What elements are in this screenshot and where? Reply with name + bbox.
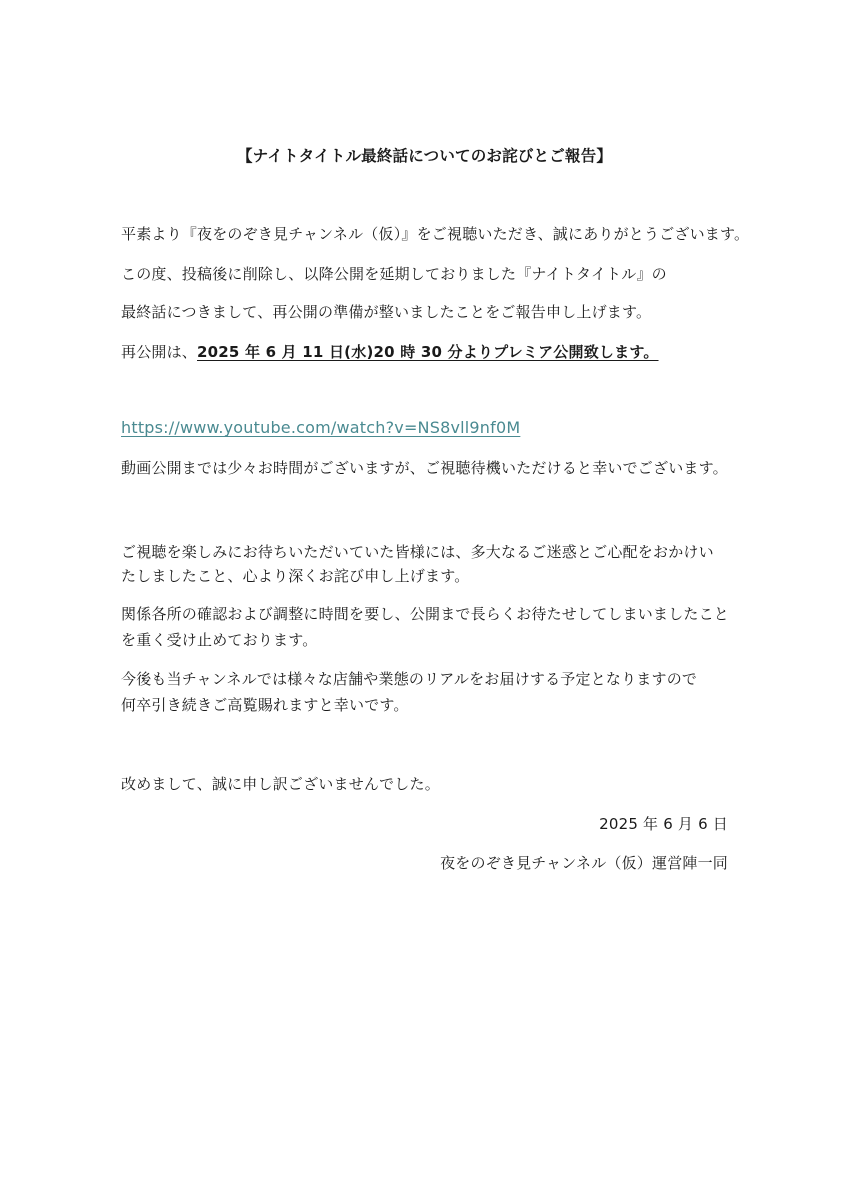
republish-notice	[121, 342, 659, 362]
delay-line-1: 関係各所の確認および調整に時間を要し、公開まで長らくお待たせしてしまいましたこと	[121, 605, 730, 623]
republish-prefix: 再公開は、	[121, 343, 198, 361]
future-line-1: 今後も当チャンネルでは様々な店舗や業態のリアルをお届けする予定となりますので	[121, 670, 698, 688]
document-date: 2025 年 6 月 6 日	[599, 815, 728, 833]
intro-text: 平素より『夜をのぞき見チャンネル（仮）』をご視聴いただき、誠にありがとうございます。	[121, 225, 750, 243]
wait-note: 動画公開までは少々お時間がございますが、ご視聴待機いただけると幸いでございます。	[121, 459, 728, 477]
paragraph-1-line-2: 最終話につきまして、再公開の準備が整いましたことをご報告申し上げます。	[121, 303, 652, 321]
future-line-2: 何卒引き続きご高覧賜れますと幸いです。	[121, 696, 409, 714]
video-link[interactable]: https://www.youtube.com/watch?v=NS8vll9nf0M	[121, 418, 521, 437]
video-link-line	[121, 418, 520, 438]
signature: 夜をのぞき見チャンネル（仮）運営陣一同	[440, 854, 728, 872]
document-title: 【ナイトタイトル最終話についてのお詫びとご報告】	[236, 147, 613, 165]
apology-line-2: たしましたこと、心より深くお詫び申し上げます。	[121, 567, 470, 585]
closing-text: 改めまして、誠に申し訳ございませんでした。	[121, 775, 440, 793]
delay-line-2: を重く受け止めております。	[121, 631, 318, 649]
paragraph-1-line-1: この度、投稿後に削除し、以降公開を延期しておりました『ナイトタイトル』の	[121, 265, 667, 283]
apology-line-1: ご視聴を楽しみにお待ちいただいていた皆様には、多大なるご迷惑とご心配をおかけい	[121, 543, 714, 561]
republish-datetime: 2025 年 6 月 11 日(水)20 時 30 分よりプレミア公開致します。	[197, 343, 659, 361]
